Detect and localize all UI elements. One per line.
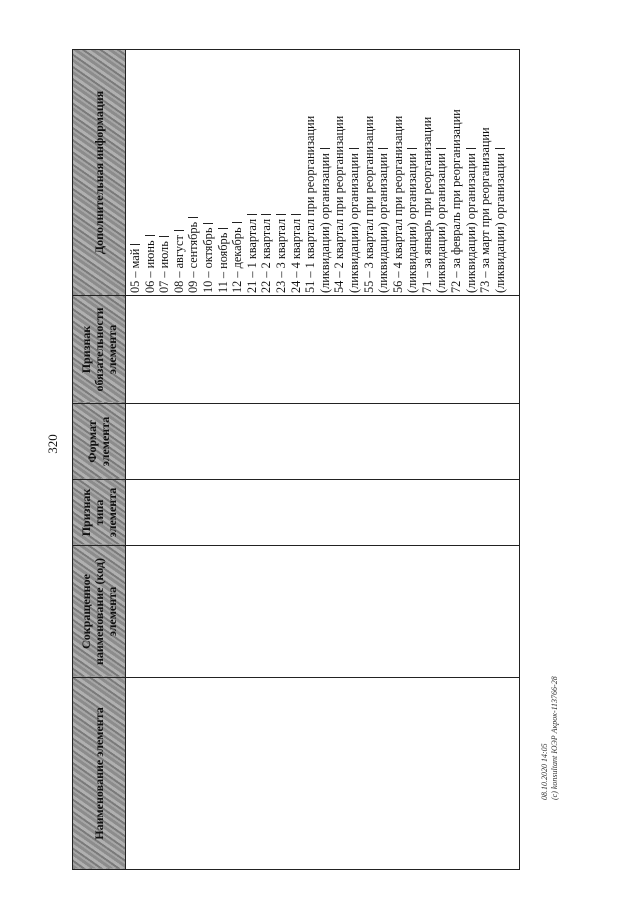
- table-row: [126, 50, 520, 870]
- list-item: 21 – 1 квартал: [245, 52, 260, 293]
- cell-element-format: [126, 404, 520, 480]
- list-item: (ликвидации) организации: [405, 52, 420, 293]
- header-element-format: Формат элемента: [73, 404, 126, 480]
- header-element-name: Наименование элемента: [73, 678, 126, 870]
- footer-datetime: 08.10.2020 14:05: [540, 743, 549, 800]
- list-item: 73 – за март при реорганизации: [478, 127, 493, 293]
- page-number: 320: [45, 434, 60, 454]
- list-item: 54 – 2 квартал при реорганизации: [332, 115, 347, 293]
- list-item: (ликвидации) организации: [434, 52, 449, 293]
- header-short-name: Сокращенное наименование (код) элемента: [73, 546, 126, 678]
- list-item: (ликвидации) организации: [347, 52, 362, 293]
- list-item: 24 – 4 квартал: [289, 52, 304, 293]
- list-item: 23 – 3 квартал: [274, 52, 289, 293]
- cell-element-type: [126, 480, 520, 546]
- header-additional-info: Дополнительная информация: [73, 50, 126, 296]
- list-item: 06 – июнь: [143, 52, 158, 293]
- list-item: 07 – июль: [157, 52, 172, 293]
- cell-required-flag: [126, 296, 520, 404]
- list-item: (ликвидации) организации: [376, 52, 391, 293]
- additional-info-list: [126, 50, 507, 295]
- list-item: 56 – 4 квартал при реорганизации: [390, 115, 405, 293]
- cell-additional-info: [126, 50, 520, 296]
- list-item: 55 – 3 квартал при реорганизации: [361, 115, 376, 293]
- list-item: 09 – сентябрь: [186, 52, 201, 293]
- footer-source: (c) konsultant ЮЭР Акрок-113766-28: [550, 676, 559, 800]
- list-item: (ликвидации) организации: [464, 52, 479, 293]
- elements-table: [72, 49, 520, 870]
- list-item: 22 – 2 квартал: [259, 52, 274, 293]
- list-item: 08 – август: [172, 52, 187, 293]
- list-item: 72 – за февраль при реорганизации: [449, 109, 464, 293]
- list-item: 12 – декабрь: [230, 52, 245, 293]
- header-element-type: Признак типа элемента: [73, 480, 126, 546]
- document-footer: [540, 640, 560, 800]
- cell-short-name: [126, 546, 520, 678]
- cell-element-name: [126, 678, 520, 870]
- list-item: 05 – май: [128, 52, 143, 293]
- list-item: 71 – за январь при реорганизации: [419, 116, 434, 293]
- list-item: (ликвидации) организации: [493, 52, 508, 293]
- list-item: 51 – 1 квартал при реорганизации: [303, 115, 318, 293]
- header-required-flag: Признак обязательности элемента: [73, 296, 126, 404]
- list-item: 11 – ноябрь: [216, 52, 231, 293]
- table-container: [72, 50, 520, 870]
- list-item: 10 – октябрь: [201, 52, 216, 293]
- list-item: (ликвидации) организации: [318, 52, 333, 293]
- table-header-row: [73, 50, 126, 870]
